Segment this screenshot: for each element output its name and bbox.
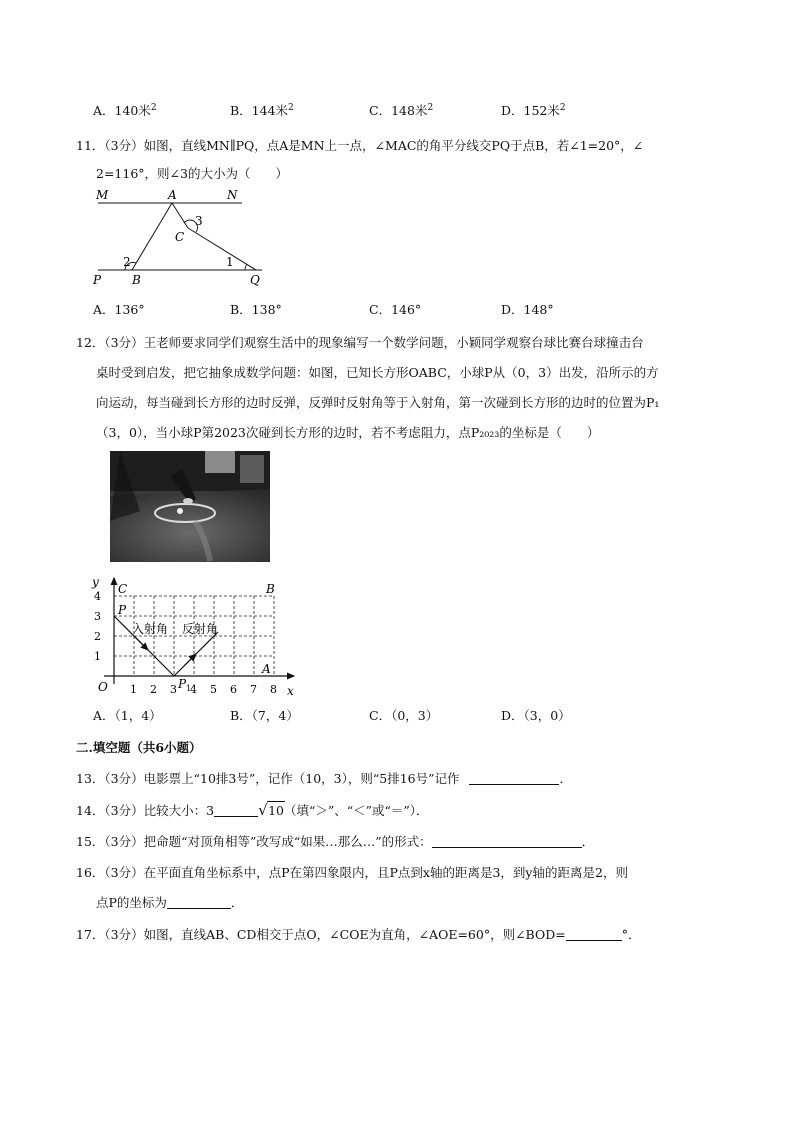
q12-line4: （3，0），当小球P第2023次碰到长方形的边时，若不考虑阻力，点P₂₀₂₃的坐标是（ ） <box>96 425 600 440</box>
q16-end: ． <box>230 895 244 910</box>
q16-line1: 16．（3分）在平面直角坐标系中，点P在第四象限内，且P点到x轴的距离是3，到y轴的距离是2，则 <box>76 865 628 880</box>
x-tick-8: 8 <box>270 683 277 696</box>
q10-option-d: D．152米$^2$ <box>501 102 566 118</box>
q17-end: °． <box>621 927 641 942</box>
q11-line2: 2=116°，则∠3的大小为（ ） <box>96 166 288 181</box>
q16-answer-blank[interactable] <box>167 894 231 909</box>
q14-answer-blank[interactable] <box>214 802 258 817</box>
x-tick-3: 3 <box>170 683 177 696</box>
billiards-photo <box>110 451 270 562</box>
q10-option-a: A．140米$^2$ <box>93 102 157 118</box>
q14-radicand: 10 <box>268 803 284 818</box>
x-tick-5: 5 <box>210 683 217 696</box>
q12-option-c: C．（0，3） <box>369 708 439 723</box>
x-axis-label: x <box>287 684 294 698</box>
origin-label: O <box>98 680 108 694</box>
label-b: B <box>132 273 141 287</box>
q12-line3: 向运动，每当碰到长方形的边时反弹，反弹时反射角等于入射角，第一次碰到长方形的边时的位置为P₁ <box>96 395 660 410</box>
label-p: P <box>93 273 102 287</box>
q13 <box>76 769 572 787</box>
grid-lines <box>114 596 274 676</box>
q12-line2: 桌时受到启发，把它抽象成数学问题：如图，已知长方形OABC，小球P从（0，3）出发，沿所示的方 <box>96 365 659 380</box>
q16-line2-text: 点P的坐标为 <box>96 895 167 910</box>
y-tick-2: 2 <box>94 630 101 643</box>
x-tick-1: 1 <box>130 683 137 696</box>
incident-angle-label: 入射角 <box>132 622 169 636</box>
label-one: 1 <box>226 255 234 269</box>
q12-grid-figure <box>88 572 300 700</box>
label-m: M <box>96 188 109 202</box>
q17-text: 17．（3分）如图，直线AB、CD相交于点O，∠COE为直角，∠AOE=60°，则∠BOD= <box>76 927 566 942</box>
point-b-label: B <box>266 582 275 596</box>
point-p1-label: $P_1$ <box>178 677 192 693</box>
y-tick-1: 1 <box>94 650 101 663</box>
sqrt-expression <box>258 803 284 818</box>
reflect-angle-label: 反射角 <box>182 622 219 636</box>
q15-end: ． <box>581 834 595 849</box>
q14-post: （填“＞”、“＜”或“＝”）． <box>283 803 429 818</box>
point-p-label: P <box>118 603 127 617</box>
label-q: Q <box>250 273 260 287</box>
q14 <box>76 801 429 819</box>
x-tick-6: 6 <box>230 683 237 696</box>
label-a: A <box>168 188 177 202</box>
label-two: 2 <box>123 255 131 269</box>
q13-answer-blank[interactable] <box>469 770 559 785</box>
q15-answer-blank[interactable] <box>432 833 582 848</box>
x-tick-labels <box>130 683 277 696</box>
label-c: C <box>175 230 185 244</box>
point-c-label: C <box>118 582 128 596</box>
q11-option-d: D．148° <box>501 302 554 317</box>
q13-end: ． <box>559 771 572 786</box>
q10-option-b: B．144米$^2$ <box>230 102 294 118</box>
y-tick-3: 3 <box>94 610 101 623</box>
q17-answer-blank[interactable] <box>566 926 622 941</box>
label-three: 3 <box>195 214 203 228</box>
q11-figure <box>90 186 280 290</box>
section-title-fill-in: 二.填空题（共6小题） <box>76 740 202 755</box>
q14-pre: 14．（3分）比较大小：3 <box>76 803 215 818</box>
q16-line2 <box>96 893 243 911</box>
q17 <box>76 925 640 943</box>
q11-option-b: B．138° <box>230 302 282 317</box>
q12-option-a: A．（1，4） <box>93 708 162 723</box>
q13-text: 13．（3分）电影票上“10排3号”，记作（10，3），则“5排16号”记作 <box>76 771 460 786</box>
label-n: N <box>227 188 238 202</box>
q15 <box>76 832 594 850</box>
point-a-label: A <box>262 662 271 676</box>
q11-option-a: A．136° <box>93 302 145 317</box>
q12-option-b: B．（7，4） <box>230 708 299 723</box>
q12-option-d: D．（3，0） <box>501 708 571 723</box>
q11-option-c: C．146° <box>369 302 422 317</box>
y-tick-labels <box>94 590 101 663</box>
x-tick-2: 2 <box>150 683 157 696</box>
q15-text: 15．（3分）把命题“对顶角相等”改写成“如果…那么…”的形式： <box>76 834 432 849</box>
sqrt-sign: √ <box>258 801 268 819</box>
q10-option-c: C．148米$^2$ <box>369 102 434 118</box>
q11-line1: 11．（3分）如图，直线MN∥PQ，点A是MN上一点，∠MAC的角平分线交PQ于点B，若∠1=20°，∠ <box>76 138 644 153</box>
x-tick-7: 7 <box>250 683 257 696</box>
y-axis-label: y <box>92 575 99 589</box>
q12-line1: 12．（3分）王老师要求同学们观察生活中的现象编写一个数学问题，小颖同学观察台球比赛台球撞击台 <box>76 335 644 350</box>
y-tick-4: 4 <box>94 590 101 603</box>
x-tick-4: 4 <box>190 683 197 696</box>
